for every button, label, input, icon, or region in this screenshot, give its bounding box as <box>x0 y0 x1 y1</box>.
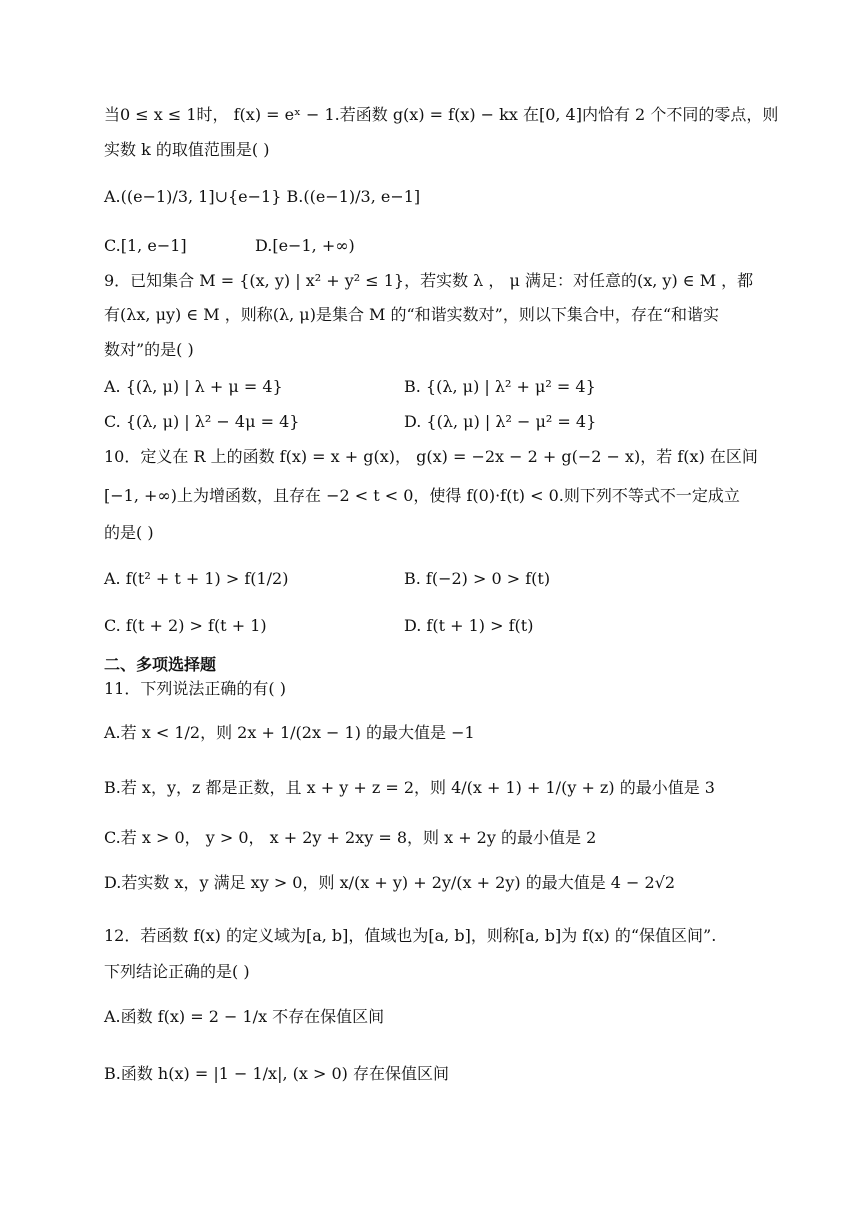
q10-stem-line2: [−1, +∞)上为增函数，且存在 −2 < t < 0，使得 f(0)·f(t) < 0.则下列不等式不一定成立 <box>104 486 740 505</box>
q8-stem-line2: 实数 k 的取值范围是( ) <box>104 140 270 159</box>
q11-option-b: B.若 x，y，z 都是正数，且 x + y + z = 2，则 4/(x + 1) + 1/(y + z) 的最小值是 3 <box>104 778 715 797</box>
q9-stem-line3: 数对”的是( ) <box>104 340 194 359</box>
q8-options-ab: A.((e−1)/3, 1]∪{e−1} B.((e−1)/3, e−1] <box>104 187 421 206</box>
q11-option-c: C.若 x > 0， y > 0， x + 2y + 2xy = 8，则 x + 2y 的最小值是 2 <box>104 828 597 847</box>
q12-option-b: B.函数 h(x) = |1 − 1/x|, (x > 0) 存在保值区间 <box>104 1064 449 1083</box>
q11-stem: 11．下列说法正确的有( ) <box>104 679 286 698</box>
q11-option-a: A.若 x < 1/2，则 2x + 1/(2x − 1) 的最大值是 −1 <box>104 723 475 742</box>
section-heading-multiple-choice: 二、多项选择题 <box>104 655 217 674</box>
q9-option-c: C. {(λ, μ) | λ² − 4μ = 4} <box>104 412 300 431</box>
q9-option-d: D. {(λ, μ) | λ² − μ² = 4} <box>404 412 597 431</box>
q12-stem-line2: 下列结论正确的是( ) <box>104 962 250 981</box>
q10-option-a: A. f(t² + t + 1) > f(1/2) <box>104 569 289 588</box>
q9-option-b: B. {(λ, μ) | λ² + μ² = 4} <box>404 377 596 396</box>
q11-option-d: D.若实数 x，y 满足 xy > 0，则 x/(x + y) + 2y/(x + 2y) 的最大值是 4 − 2√2 <box>104 873 676 892</box>
q12-option-a: A.函数 f(x) = 2 − 1/x 不存在保值区间 <box>104 1007 385 1026</box>
q10-option-b: B. f(−2) > 0 > f(t) <box>404 569 551 588</box>
q9-stem-line1: 9．已知集合 M = {(x, y) | x² + y² ≤ 1}，若实数 λ ， μ 满足：对任意的(x, y) ∈ M ，都 <box>104 271 754 290</box>
q10-option-c: C. f(t + 2) > f(t + 1) <box>104 616 267 635</box>
q10-stem-line1: 10．定义在 R 上的函数 f(x) = x + g(x)， g(x) = −2x − 2 + g(−2 − x)，若 f(x) 在区间 <box>104 447 758 466</box>
q9-stem-line2: 有(λx, μy) ∈ M ，则称(λ, μ)是集合 M 的“和谐实数对”，则以下集合中，存在“和谐实 <box>104 305 720 324</box>
q8-stem-line1: 当0 ≤ x ≤ 1时， f(x) = eˣ − 1.若函数 g(x) = f(x) − kx 在[0, 4]内恰有 2 个不同的零点，则 <box>104 105 779 124</box>
q8-option-d: D.[e−1, +∞) <box>255 236 355 255</box>
q9-option-a: A. {(λ, μ) | λ + μ = 4} <box>104 377 283 396</box>
q8-option-c: C.[1, e−1] <box>104 236 187 255</box>
q12-stem-line1: 12．若函数 f(x) 的定义域为[a, b]，值域也为[a, b]，则称[a, b]为 f(x) 的“保值区间”. <box>104 926 717 945</box>
q10-stem-line3: 的是( ) <box>104 523 154 542</box>
q10-option-d: D. f(t + 1) > f(t) <box>404 616 534 635</box>
